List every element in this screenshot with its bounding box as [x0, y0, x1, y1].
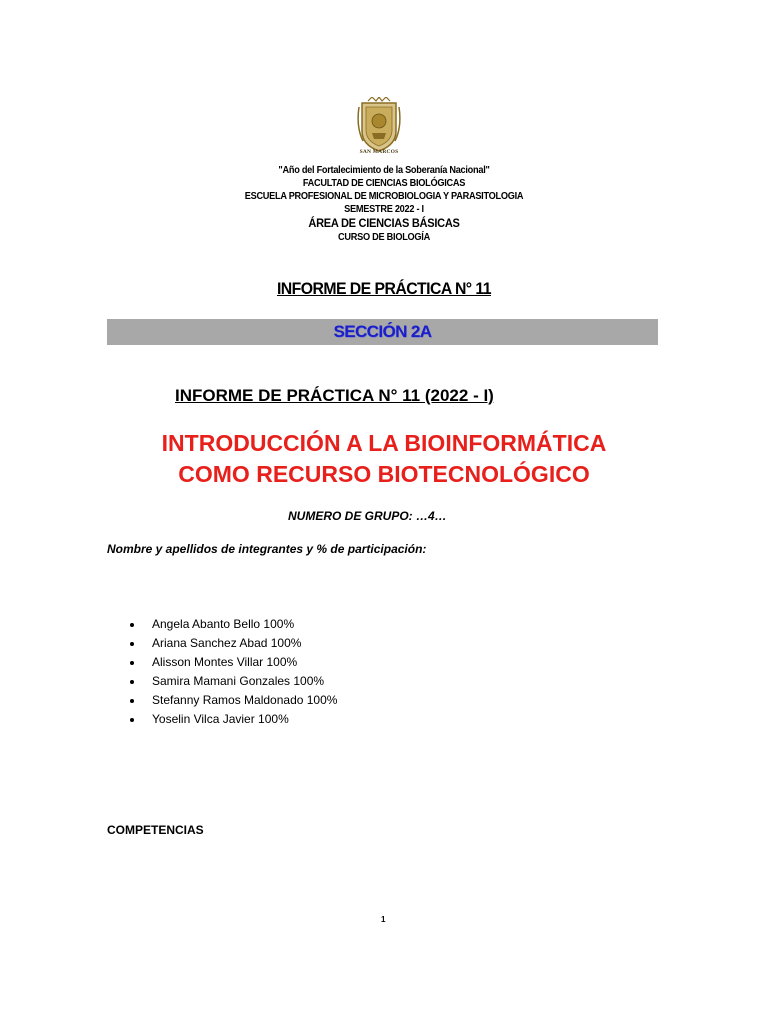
bullet-icon [130, 642, 134, 646]
course: CURSO DE BIOLOGÍA [338, 232, 430, 243]
members-label: Nombre y apellidos de integrantes y % de participación: [107, 542, 427, 556]
list-item [130, 672, 337, 691]
bullet-icon [130, 623, 134, 627]
logo-caption: SAN MARCOS [359, 149, 399, 155]
bullet-icon [130, 699, 134, 703]
informe-title: INFORME DE PRÁCTICA N° 11 [276, 279, 492, 298]
page-number: 1 [381, 915, 386, 924]
area: ÁREA DE CIENCIAS BÁSICAS [308, 216, 460, 230]
member-name: Ariana Sanchez Abad 100% [152, 636, 302, 650]
member-name: Samira Mamani Gonzales 100% [152, 674, 325, 688]
section-label: SECCIÓN 2A [333, 322, 432, 341]
main-title-line-2: COMO RECURSO BIOTECNOLÓGICO [178, 461, 590, 487]
member-name: Stefanny Ramos Maldonado 100% [152, 693, 338, 707]
list-item [130, 634, 337, 653]
member-name: Yoselin Vilca Javier 100% [152, 712, 289, 726]
list-item [130, 710, 337, 729]
group-number: NUMERO DE GRUPO: …4… [288, 509, 447, 523]
bullet-icon [130, 718, 134, 722]
main-title [0, 428, 768, 490]
section-bar [107, 319, 658, 345]
informe-year-title: INFORME DE PRÁCTICA N° 11 (2022 - I) [175, 386, 494, 405]
list-item [130, 691, 337, 710]
member-name: Angela Abanto Bello 100% [152, 617, 295, 631]
member-name: Alisson Montes Villar 100% [152, 655, 298, 669]
institution-header [0, 164, 768, 244]
school: ESCUELA PROFESIONAL DE MICROBIOLOGIA Y PARASITOLOGIA [244, 191, 524, 202]
members-list [130, 615, 337, 729]
competencias-heading: COMPETENCIAS [107, 823, 204, 837]
list-item [130, 653, 337, 672]
faculty: FACULTAD DE CIENCIAS BIOLÓGICAS [302, 178, 466, 189]
list-item [130, 615, 337, 634]
main-title-line-1: INTRODUCCIÓN A LA BIOINFORMÁTICA [161, 430, 607, 456]
bullet-icon [130, 661, 134, 665]
motto: "Año del Fortalecimiento de la Soberanía Nacional" [278, 165, 490, 176]
bullet-icon [130, 680, 134, 684]
semester: SEMESTRE 2022 - I [344, 204, 424, 215]
university-logo [354, 97, 404, 161]
